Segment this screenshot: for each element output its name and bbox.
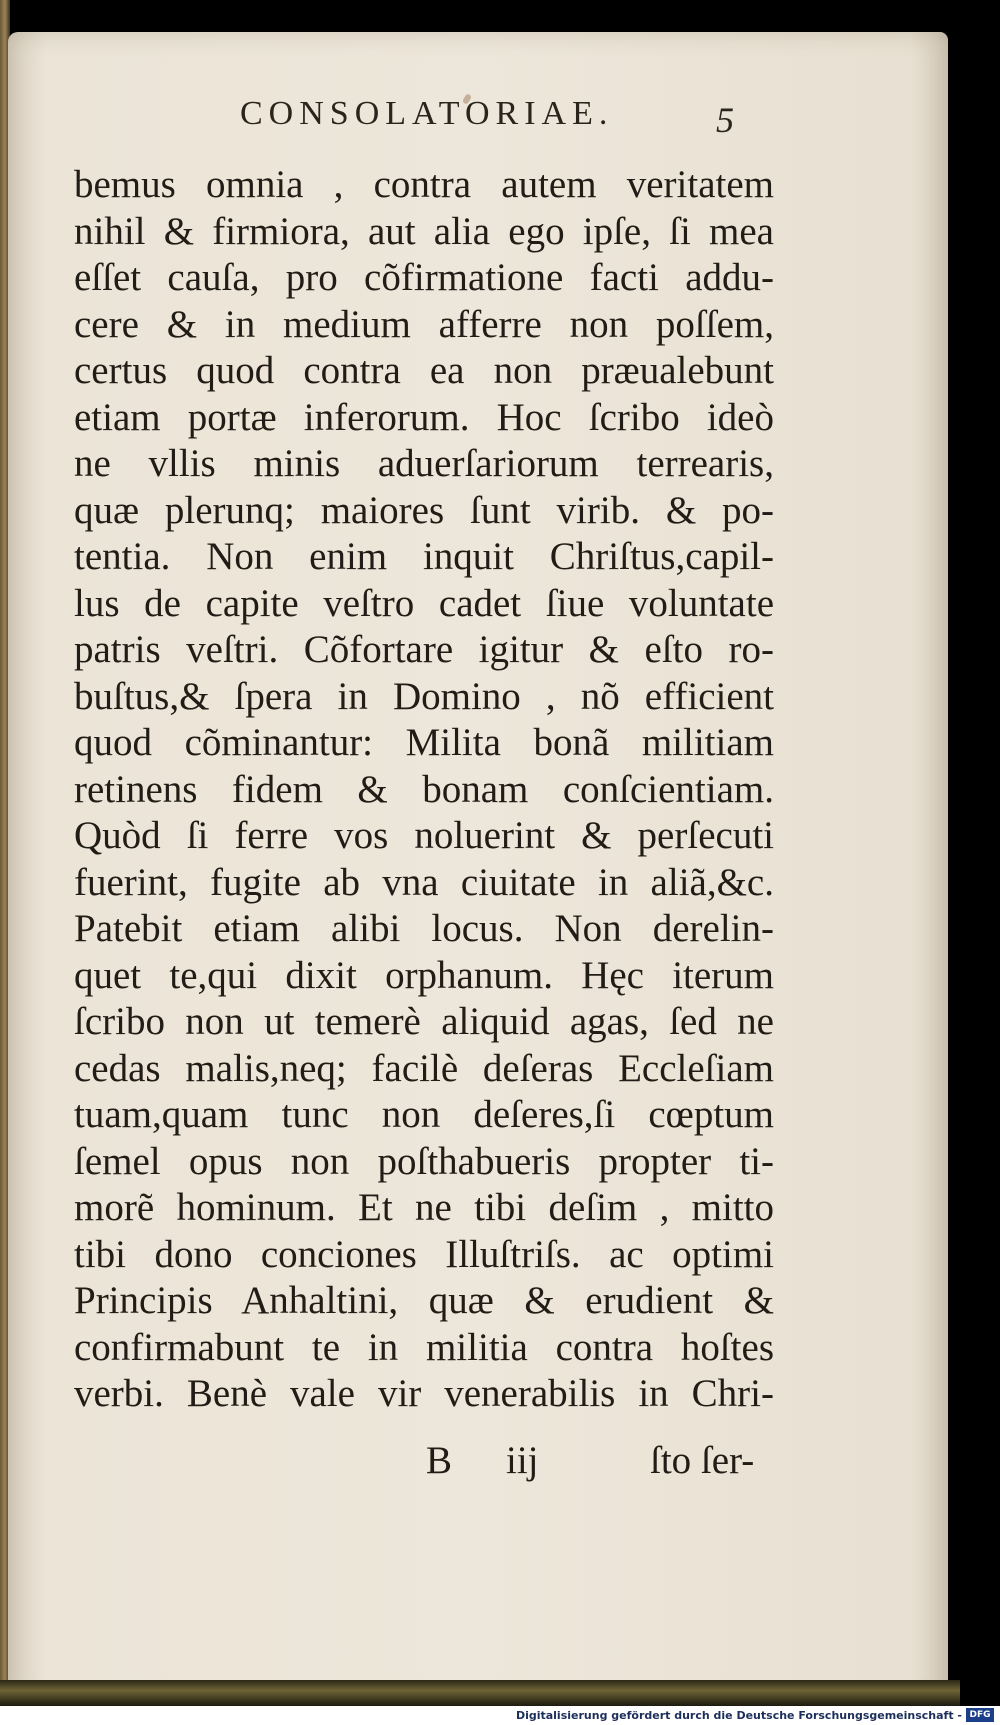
text-line: nihil & firmiora, aut alia ego ipſe, ſi mea xyxy=(74,209,774,253)
text-line: quod cõminantur: Milita bonã militiam xyxy=(74,721,774,764)
page-number: 5 xyxy=(716,100,734,140)
text-line: morẽ hominum. Et ne tibi deſim , mitto xyxy=(74,1186,774,1229)
text-line: ne vllis minis aduerſariorum terrearis, xyxy=(74,442,774,485)
text-line: patris veſtri. Cõfortare igitur & eſto ro- xyxy=(74,628,774,671)
book-bottom-edge xyxy=(0,1680,960,1706)
digitization-footer xyxy=(0,1706,1000,1725)
text-line: retinens fidem & bonam conſcientiam. xyxy=(74,767,774,811)
text-line: lus de capite veſtro cadet ſiue voluntate xyxy=(74,581,774,625)
text-line: certus quod contra ea non præualebunt xyxy=(74,349,774,392)
text-line: Patebit etiam alibi locus. Non derelin- xyxy=(74,907,774,950)
text-line: cedas malis,neq; facilè deſeras Eccleſiam xyxy=(74,1046,774,1090)
text-line: confirmabunt te in militia contra hoſtes xyxy=(74,1325,774,1369)
text-line: cere & in medium afferre non poſſem, xyxy=(74,302,774,346)
text-line: fuerint, fugite ab vna ciuitate in aliã,&c. xyxy=(74,860,774,904)
text-line: bemus omnia , contra autem veritatem xyxy=(74,163,774,206)
text-line: quet te,qui dixit orphanum. Hęc iterum xyxy=(74,953,774,997)
text-line: etiam portæ inferorum. Hoc ſcribo ideò xyxy=(74,395,774,439)
text-line: ſemel opus non poſthabueris propter ti- xyxy=(74,1139,774,1183)
text-line: tentia. Non enim inquit Chriſtus,capil- xyxy=(74,535,774,578)
funding-credit: Digitalisierung gefördert durch die Deutsche Forschungsgemeinschaft - xyxy=(515,1709,962,1722)
running-title: CONSOLATORIAE. xyxy=(240,95,614,132)
text-line: verbi. Benè vale vir venerabilis in Chri- xyxy=(74,1372,774,1415)
text-line: tuam,quam tunc non deſeres,ſi cœptum xyxy=(74,1093,774,1136)
text-line: Quòd ſi ferre vos noluerint & perſecuti xyxy=(74,814,774,857)
catchword: ſto ſer- xyxy=(650,1439,755,1482)
signature-mark-letter: B xyxy=(426,1439,453,1482)
text-line: tibi dono conciones Illuſtriſs. ac optimi xyxy=(74,1232,774,1276)
text-line: buſtus,& ſpera in Domino , nõ efficient xyxy=(74,674,774,718)
signature-mark-number: iij xyxy=(506,1439,539,1482)
text-line: quæ plerunq; maiores ſunt virib. & po- xyxy=(74,488,774,532)
text-line: ſcribo non ut temerè aliquid agas, ſed ne xyxy=(74,1000,774,1043)
text-line: Principis Anhaltini, quæ & erudient & xyxy=(74,1279,774,1322)
body-text xyxy=(74,162,774,1418)
dfg-logo-icon: DFG xyxy=(966,1708,994,1722)
text-line: eſſet cauſa, pro cõfirmatione facti addu- xyxy=(74,256,774,299)
